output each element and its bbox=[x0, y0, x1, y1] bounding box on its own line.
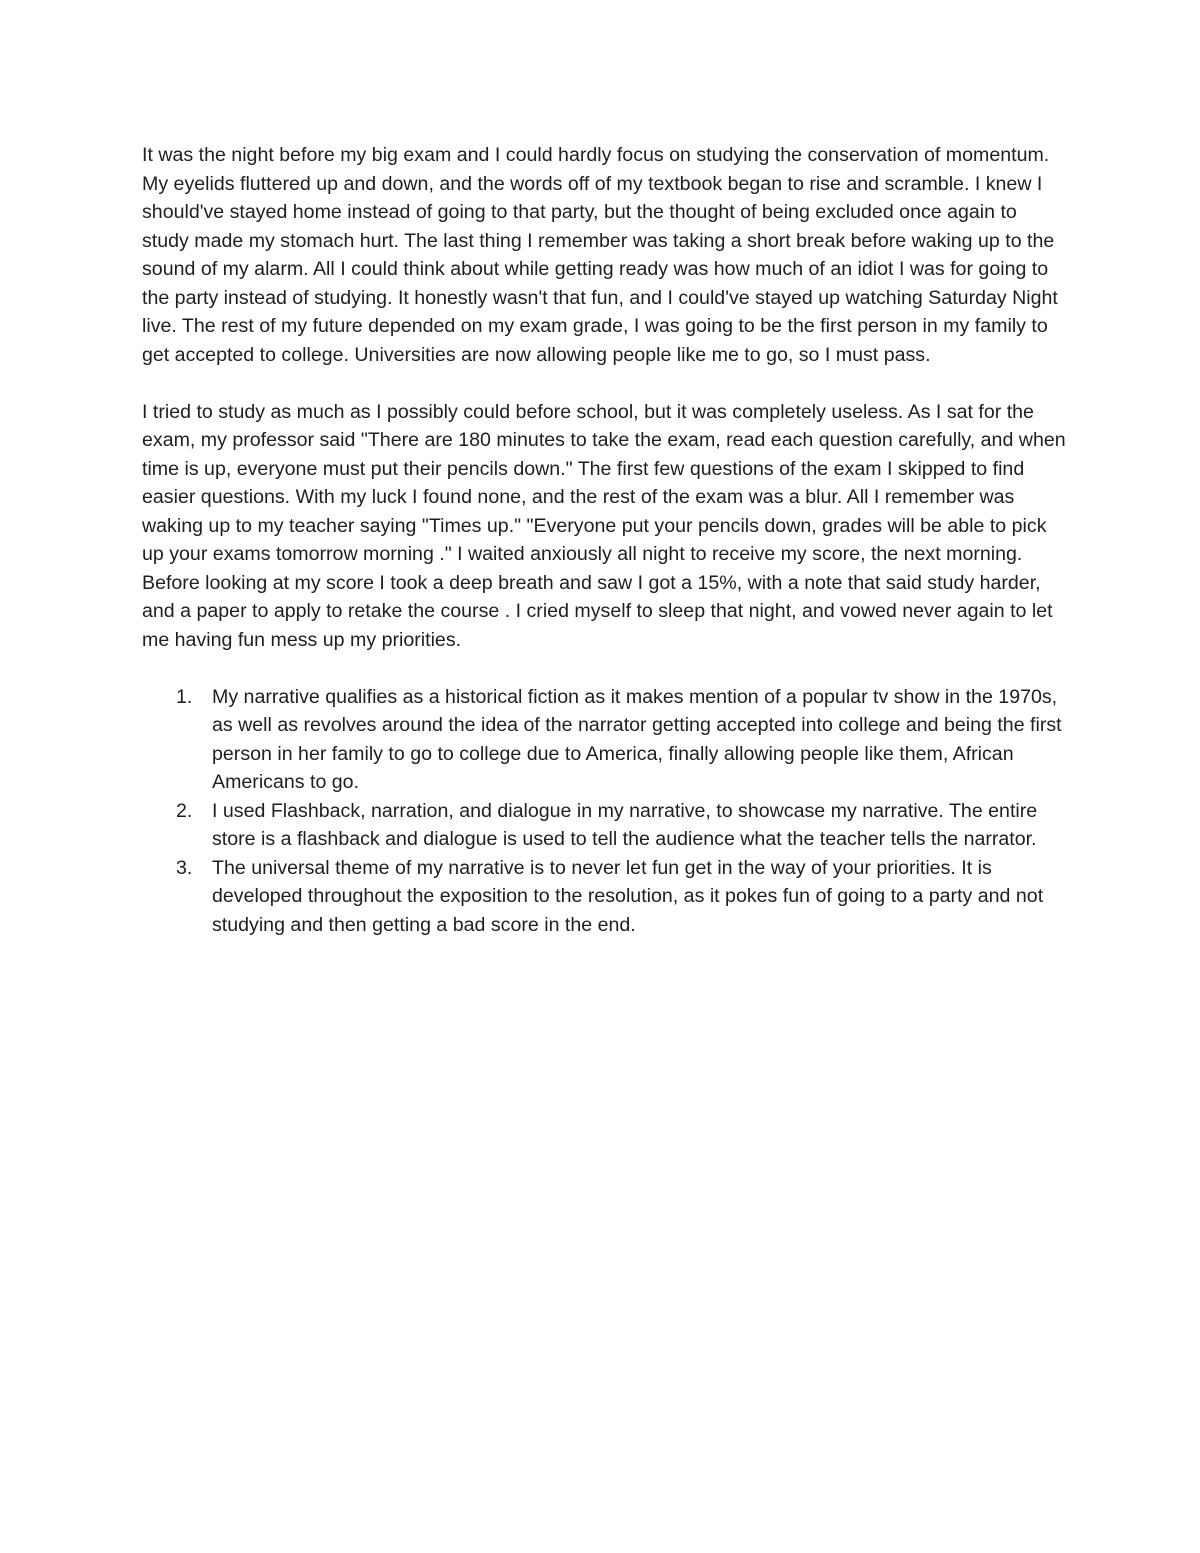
list-item-text: My narrative qualifies as a historical fiction as it makes mention of a popular tv show in the 1970s, as well as revolves around the idea of the narrator getting accepted into college and being the first person in her family to go to college due to America, finally allowing people like them, African Americans to go. bbox=[212, 685, 1062, 793]
list-item-3 bbox=[142, 854, 1067, 940]
list-number: 3. bbox=[176, 856, 193, 879]
document-body bbox=[142, 141, 1067, 939]
numbered-list bbox=[142, 683, 1067, 940]
paragraph-2: I tried to study as much as I possibly could before school, but it was completely useless. As I sat for the exam, my professor said "There are 180 minutes to take the exam, read each question carefully, and when time is up, everyone must put their pencils down." The first few questions of the exam I skipped to find easier questions. With my luck I found none, and the rest of the exam was a blur. All I remember was waking up to my teacher saying "Times up." "Everyone put your pencils down, grades will be able to pick up your exams tomorrow morning ." I waited anxiously all night to receive my score, the next morning. Before looking at my score I took a deep breath and saw I got a 15%, with a note that said study harder, and a paper to apply to retake the course . I cried myself to sleep that night, and vowed never again to let me having fun mess up my priorities. bbox=[142, 400, 1066, 651]
list-item-text: I used Flashback, narration, and dialogue in my narrative, to showcase my narrative. The entire store is a flashback and dialogue is used to tell the audience what the teacher tells the narrator. bbox=[212, 799, 1038, 850]
list-item-1 bbox=[142, 683, 1067, 797]
paragraph-1: It was the night before my big exam and I could hardly focus on studying the conservation of momentum. My eyelids fluttered up and down, and the words off of my textbook began to rise and scramble. I knew I should've stayed home instead of going to that party, but the thought of being excluded once again to study made my stomach hurt. The last thing I remember was taking a short break before waking up to the sound of my alarm. All I could think about while getting ready was how much of an idiot I was for going to the party instead of studying. It honestly wasn't that fun, and I could've stayed up watching Saturday Night live. The rest of my future depended on my exam grade, I was going to be the first person in my family to get accepted to college. Universities are now allowing people like me to go, so I must pass. bbox=[142, 144, 1058, 366]
list-item-2 bbox=[142, 797, 1067, 854]
list-number: 1. bbox=[176, 685, 193, 708]
list-number: 2. bbox=[176, 799, 193, 822]
list-item-text: The universal theme of my narrative is to never let fun get in the way of your priorities. It is developed throughout the exposition to the resolution, as it pokes fun of going to a party and not studying and then getting a bad score in the end. bbox=[212, 856, 1044, 936]
